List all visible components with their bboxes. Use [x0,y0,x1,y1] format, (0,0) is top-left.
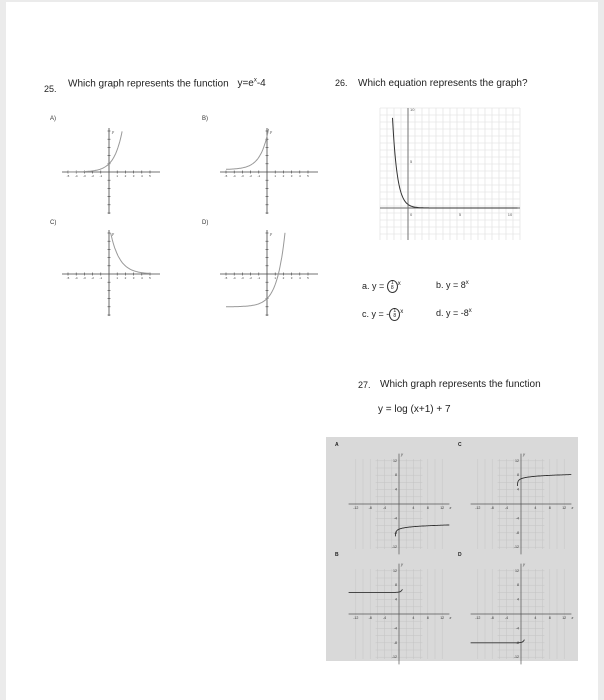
x-tick-label: 8 [548,506,551,510]
x-tick-label: -3 [83,174,86,178]
y-axis-label: y [401,451,403,457]
x-tick-label: 12 [562,616,567,620]
y-tick-label: 8 [395,583,397,588]
x-tick-label: -3 [241,174,244,178]
worksheet-page [6,2,598,700]
q25-option-b-label[interactable]: B) [202,116,208,122]
x-tick-label: -12 [353,616,359,620]
q27-graph-d[interactable] [466,556,576,660]
x-tick-label: 3 [290,174,293,178]
y-tick-label: 8 [517,473,519,478]
q26-question: Which equation represents the graph? [358,78,528,89]
x-tick-label: 2 [282,174,285,178]
x-axis-label: x [449,505,452,510]
x-tick-label: -1 [99,174,103,178]
y-axis-label: y [112,231,114,236]
y-tick-label: 12 [515,458,519,463]
x-tick-label: -5 [224,174,228,178]
x-tick-label: 5 [307,276,309,280]
q26-answer-a[interactable]: a. y = 1 8$^x$ [362,280,401,291]
x-tick-label: 1 [116,174,119,178]
x-tick-label: -4 [504,616,509,620]
function-curve [226,129,269,169]
origin-label: 0 [410,212,413,217]
x-tick-label: -4 [74,276,78,280]
y-tick-label-10: 10 [410,107,415,112]
q26-answer-c[interactable]: c. y = - 1 8$^x$ [362,308,404,319]
y-tick-label: -12 [513,545,519,550]
x-tick-label: -12 [475,506,481,510]
function-curve [395,525,449,536]
x-tick-label: -8 [490,616,494,620]
x-tick-label: 4 [298,174,301,178]
x-tick-label: -1 [257,276,261,280]
function-curve [226,233,285,307]
function-curve [349,589,403,592]
x-tick-label: -3 [241,276,244,280]
x-tick-label: 4 [412,506,415,510]
y-tick-label: -12 [513,655,519,660]
x-tick-label: -4 [74,174,78,178]
function-curve [517,475,571,486]
y-axis-label: y [270,231,272,236]
x-axis-label: x [449,615,452,620]
function-curve [111,233,150,274]
q25-option-c-label[interactable]: C) [50,220,57,226]
x-tick-label: 12 [440,616,445,620]
y-tick-label: -4 [515,626,519,631]
x-tick-label: -8 [368,616,372,620]
x-tick-label: 8 [426,506,429,510]
x-tick-label: -8 [490,506,494,510]
y-axis-label: y [401,561,403,567]
y-tick-label: 12 [393,568,397,573]
y-tick-label: -8 [393,640,397,645]
x-tick-label: 2 [124,174,127,178]
y-tick-label-5: 5 [410,159,413,164]
q27-question: Which graph represents the function [380,379,541,390]
q27-option-c-label[interactable]: C [458,442,462,448]
y-tick-label: 12 [393,458,397,463]
x-tick-label: 4 [298,276,301,280]
x-tick-label: 2 [124,276,127,280]
y-axis-label: y [112,129,114,134]
x-tick-label: 8 [426,616,429,620]
q27-graph-b[interactable] [344,556,454,660]
q25-option-a-label[interactable]: A) [50,116,56,122]
function-curve [68,131,122,172]
x-tick-label: 3 [290,276,293,280]
x-axis-label: x [571,615,574,620]
y-tick-label: 4 [517,597,519,602]
q25-graph-a[interactable] [54,124,164,216]
q27-option-a-label[interactable]: A [335,442,339,448]
y-tick-label: 8 [395,473,397,478]
q25-graph-b[interactable] [212,124,322,216]
y-tick-label: 4 [395,597,397,602]
x-tick-label: -2 [249,174,252,178]
y-tick-label: 4 [395,487,397,492]
q25-graph-d[interactable] [212,226,322,318]
x-tick-label: 12 [562,506,567,510]
x-tick-label: -3 [83,276,86,280]
x-tick-label-5: 5 [458,212,462,217]
y-tick-label: -4 [393,516,397,521]
q27-option-b-label[interactable]: B [335,552,339,558]
y-tick-label: 12 [515,568,519,573]
x-tick-label: -2 [91,276,94,280]
x-tick-label: -2 [91,174,94,178]
x-tick-label: 8 [548,616,551,620]
x-tick-label: 12 [440,506,445,510]
x-tick-label: -5 [224,276,228,280]
x-tick-label: 4 [534,506,537,510]
y-tick-label: -8 [515,640,519,645]
x-tick-label: -4 [504,506,509,510]
x-tick-label: -4 [232,174,236,178]
x-tick-label-10: 10 [507,212,513,217]
x-tick-label: 5 [307,174,309,178]
q26-answer-b[interactable]: b. $y = 8^x$ [436,280,469,290]
q26-graph [370,104,522,244]
y-tick-label: -12 [391,655,397,660]
y-tick-label: -8 [393,530,397,535]
y-axis-label: y [523,561,525,567]
y-tick-label: 4 [517,487,519,492]
fraction-paren: 1 8 [387,280,398,293]
x-tick-label: 4 [140,276,143,280]
x-tick-label: 3 [132,174,135,178]
q25-text: Which graph represents the function [68,78,229,90]
x-tick-label: 4 [412,616,415,620]
x-tick-label: 5 [149,276,151,280]
q25-graph-c[interactable] [54,226,164,318]
x-tick-label: -12 [475,616,481,620]
q25-option-d-label[interactable]: D) [202,220,209,226]
q27-function: y = log (x+1) + 7 [378,404,451,415]
x-tick-label: -5 [66,276,70,280]
x-tick-label: 5 [149,174,151,178]
x-tick-label: 4 [140,174,143,178]
x-tick-label: -4 [232,276,236,280]
x-tick-label: 1 [274,174,277,178]
x-tick-label: -5 [66,174,70,178]
q25-number: 25. [44,84,57,94]
x-tick-label: -4 [382,616,387,620]
y-axis-label: y [523,451,525,457]
y-tick-label: -4 [393,626,397,631]
q27-number: 27. [358,380,371,390]
x-tick-label: 2 [282,276,285,280]
x-tick-label: -1 [257,174,261,178]
x-tick-label: -12 [353,506,359,510]
q25-question [68,78,266,89]
x-tick-label: -8 [368,506,372,510]
q25-function: $y=e^x-4$ [237,78,266,90]
q27-option-d-label[interactable]: D [458,552,462,558]
x-tick-label: -1 [99,276,103,280]
y-axis-label: y [270,129,272,134]
q27-graph-a[interactable] [344,446,454,550]
x-tick-label: 3 [132,276,135,280]
y-tick-label: -4 [515,516,519,521]
q27-graph-c[interactable] [466,446,576,550]
q26-answer-d[interactable]: d. $y = -8^x$ [436,308,472,318]
x-tick-label: -2 [249,276,252,280]
x-axis-label: x [571,505,574,510]
y-tick-label: 8 [517,583,519,588]
x-tick-label: 1 [274,276,277,280]
x-tick-label: 1 [116,276,119,280]
q26-number: 26. [335,78,348,88]
y-tick-label: -8 [515,530,519,535]
x-tick-label: 4 [534,616,537,620]
y-tick-label: -12 [391,545,397,550]
x-tick-label: -4 [382,506,387,510]
fraction-paren: 1 8 [389,308,400,321]
